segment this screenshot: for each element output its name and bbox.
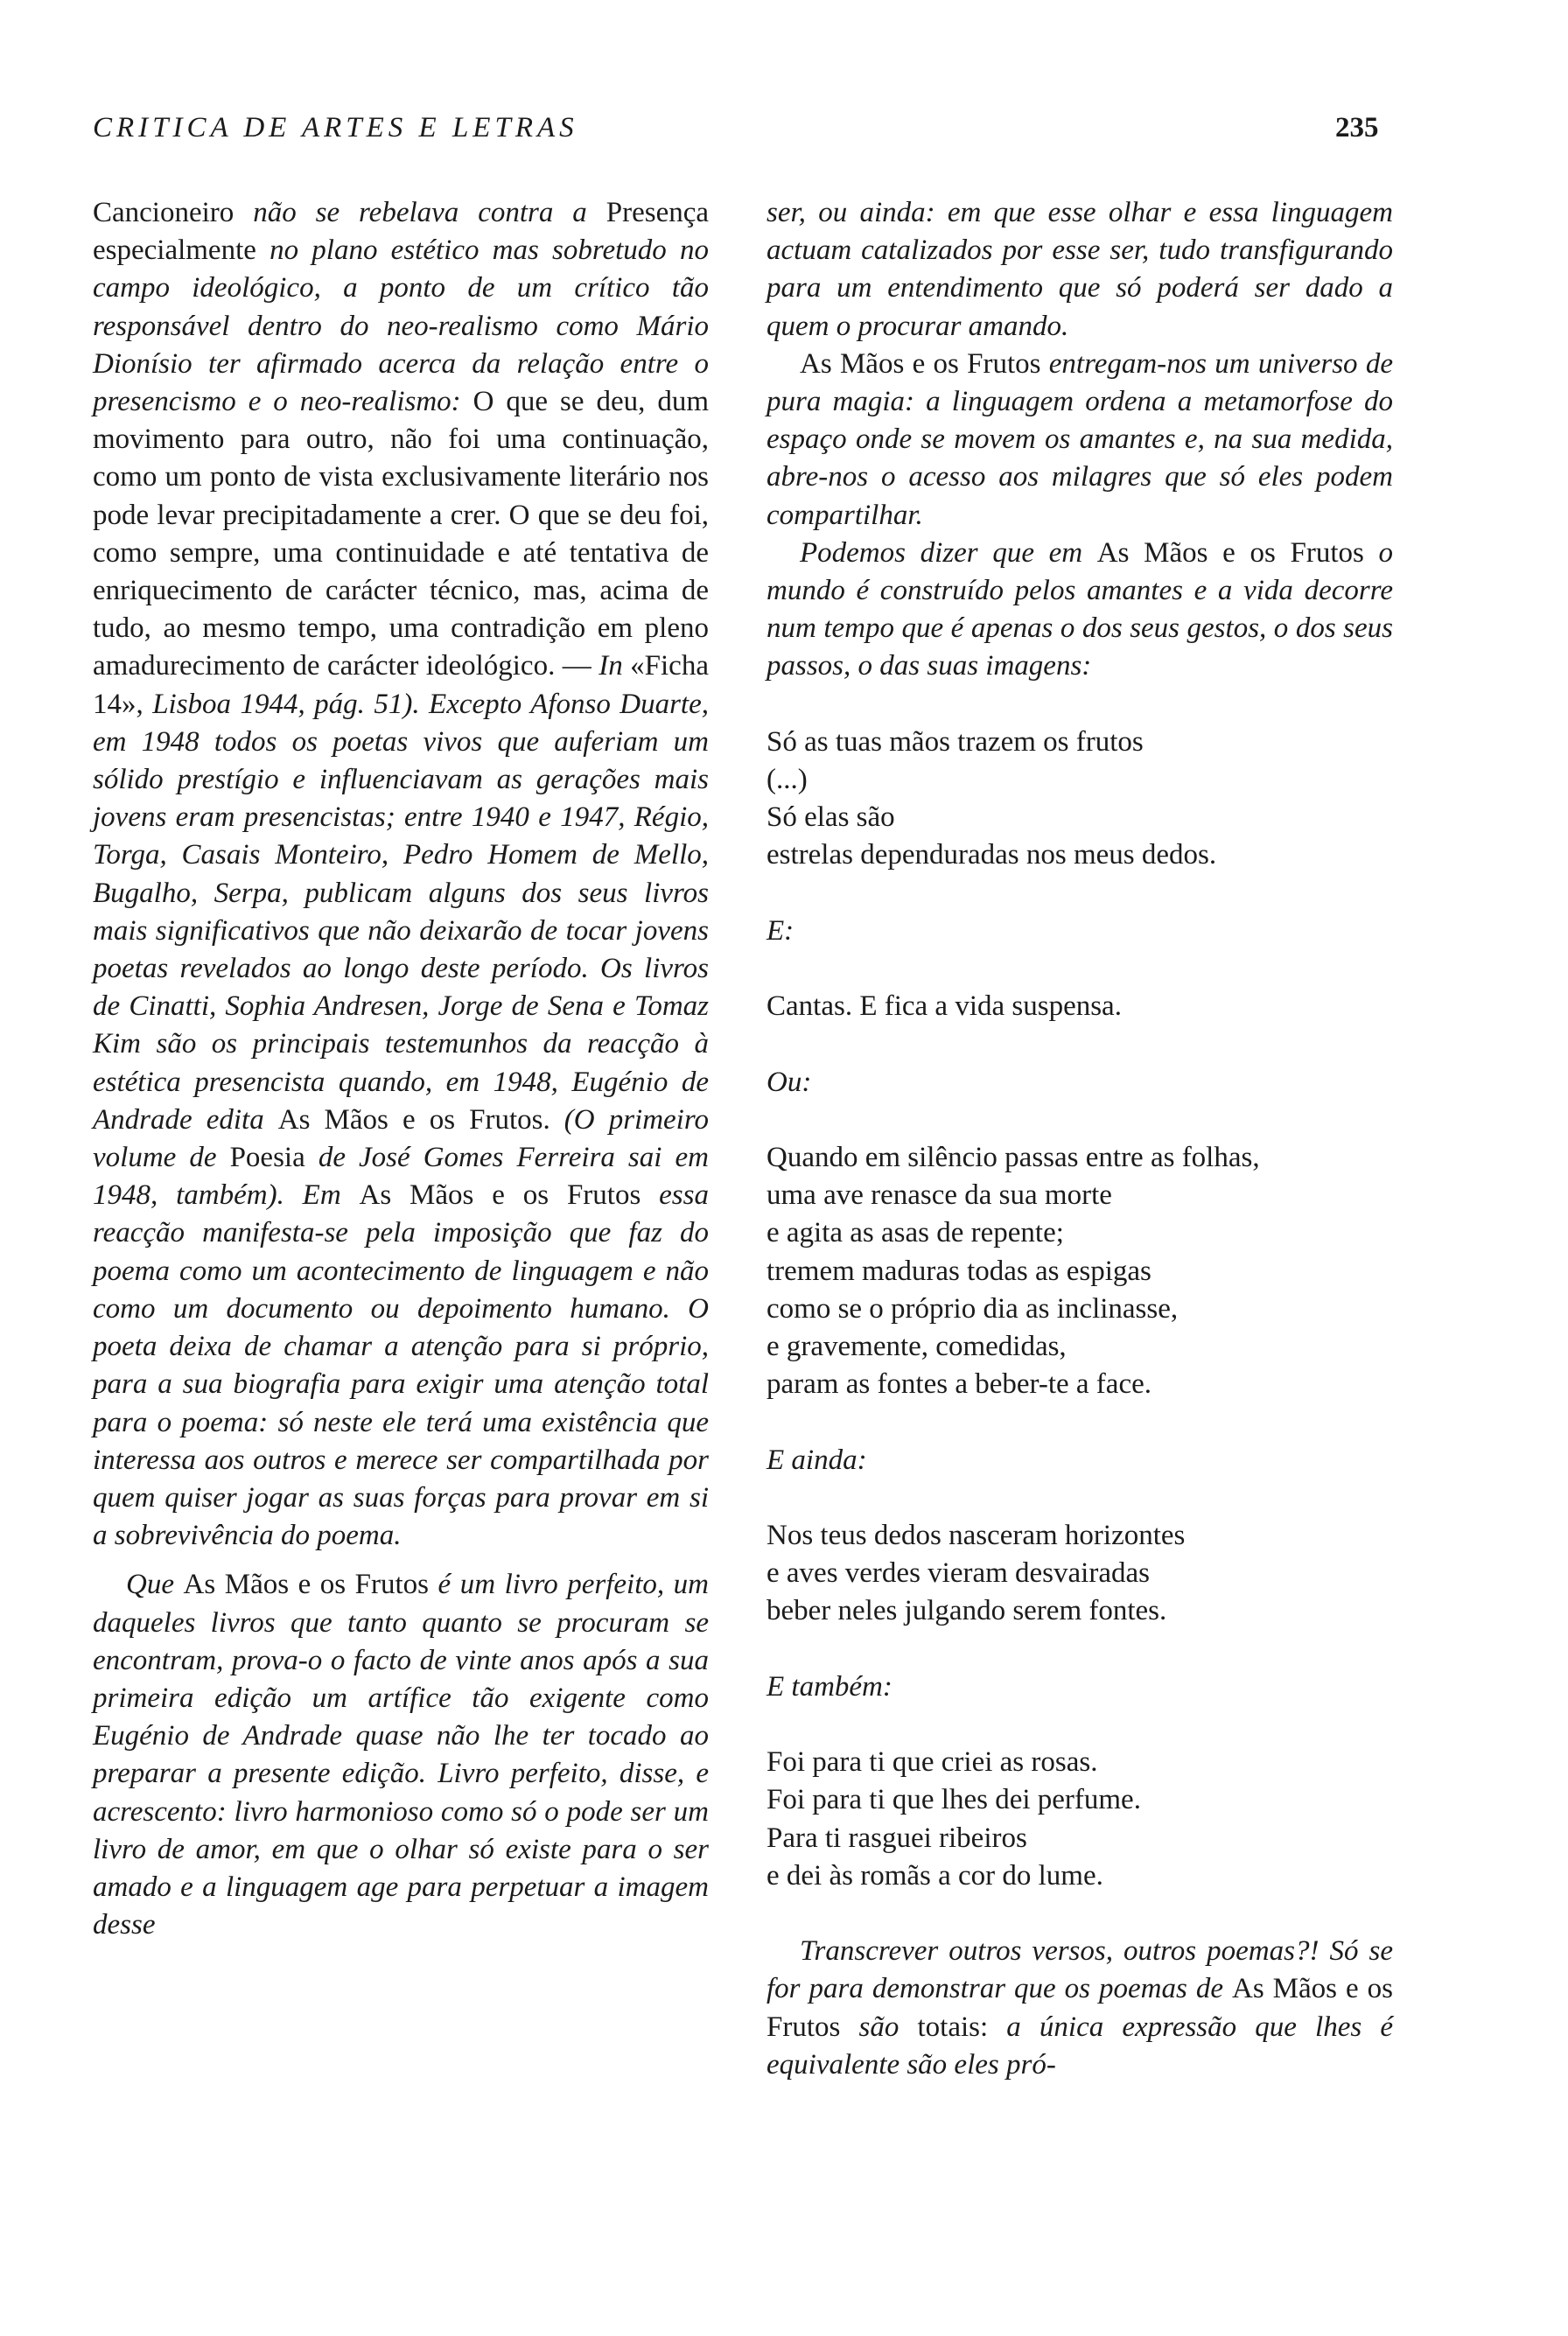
roman-run: Presença especialmente (93, 197, 710, 267)
left-column (93, 194, 709, 1944)
verse-intro-ou: Ou: (766, 1066, 812, 1098)
verse-line: e gravemente, comedidas, (766, 1331, 1067, 1363)
italic-run: são (858, 2011, 918, 2043)
italic-run: essa reacção manifesta-se pela imposição que faz do poema como um acontecimento de linguagem e não como um documento ou depoimento humano. O poeta deixa de chamar a atenção para si próprio, para a sua biografia para exigir uma atenção total para o poema: só neste ele terá uma existência que interessa aos outros e merece ser compartilhada por quem quiser jogar as suas forças para provar em si a sobrevivência do poema. (93, 1179, 709, 1552)
roman-run: As Mãos e os Frutos (183, 1569, 438, 1601)
italic-run: é um livro perfeito, um daqueles livros que tanto quanto se procuram se encontram, prova-o o facto de vinte anos após a sua primeira edição um artífice tão exigente como Eugénio de Andrade quase não lhe ter tocado ao preparar a presente edição. Livro perfeito, disse, e acrescento: livro harmonioso como só o pode ser um livro de amor, em que o olhar só existe para o ser amado e a linguagem age para perpetuar a imagem desse (93, 1569, 709, 1941)
italic-run: Podemos dizer que em (800, 536, 1097, 569)
roman-run: Cancioneiro (93, 197, 254, 228)
italic-run: não se rebelava contra a (253, 197, 606, 228)
verse-line: uma ave renasce da sua morte (766, 1179, 1112, 1212)
italic-run: Lisboa 1944, pág. 51). Excepto Afonso Duarte, em 1948 todos os poetas vivos que auferiam um sólido prestígio e influenciavam as gerações mais jovens eram presencistas; entre 1940 e 1947, Régio, Torga, Casais Monteiro, Pedro Homem de Mello, Bugalho, Serpa, publicam alguns dos seus livros mais significativos que não deixarão de tocar jovens poetas revelados ao longo deste período. Os livros de Cinatti, Sophia Andresen, Jorge de Sena e Tomaz Kim são os principais testemunhos da reacção à estética presencista quando, em 1948, Eugénio de Andrade edita (93, 688, 709, 1136)
paragraph-mundo (766, 535, 1393, 686)
verse-line: tremem maduras todas as espigas (766, 1255, 1152, 1287)
verse-line: Só as tuas mãos trazem os frutos (766, 725, 1144, 758)
verse-block-4 (766, 1517, 1393, 1631)
verse-line: Foi para ti que criei as rosas. (766, 1746, 1098, 1779)
verse-line: como se o próprio dia as inclinasse, (766, 1292, 1179, 1325)
italic-run: entregam-nos um universo de pura magia: a linguagem ordena a metamorfose do espaço onde se movem os amantes e, na sua medida, abre-nos o acesso aos milagres que só eles podem compartilhar. (766, 347, 1393, 531)
verse-block-5 (766, 1744, 1393, 1895)
roman-run: As Mãos e os Frutos (1096, 536, 1379, 569)
verse-line: (...) (766, 764, 808, 796)
verse-line: estrelas dependuradas nos meus dedos. (766, 839, 1217, 871)
paragraph-1 (93, 194, 709, 1555)
verse-line: e aves verdes vieram desvairadas (766, 1557, 1150, 1590)
verse-block-3 (766, 1139, 1393, 1403)
roman-run: totais: (917, 2011, 1007, 2043)
right-column (766, 194, 1393, 2084)
roman-run: O que se deu, dum movimento para outro, não foi uma continuação, como um ponto de vista exclusivamente literário nos pode levar precipitadamente a crer. O que se deu foi, como sempre, uma continuidade e até tentativa de enriquecimento de carácter técnico, mas, acima de tudo, ao mesmo tempo, uma contradição em pleno amadurecimento de carácter ideológico. — (93, 386, 709, 682)
verse-line: e dei às romãs a cor do lume. (766, 1859, 1103, 1892)
roman-run: As Mãos e os Frutos (800, 347, 1049, 380)
italic-run: o mundo é construído pelos amantes e a vida decorre num tempo que é apenas o dos seus gestos, o dos seus passos, o das suas imagens: (766, 536, 1393, 682)
verse-line: beber neles julgando serem fontes. (766, 1595, 1167, 1627)
roman-run: As Mãos e os Frutos (359, 1179, 660, 1212)
verse-line: Só elas são (766, 801, 895, 834)
running-title: CRITICA DE ARTES E LETRAS (93, 112, 578, 143)
verse-line: Foi para ti que lhes dei perfume. (766, 1784, 1141, 1816)
verse-line: e agita as asas de repente; (766, 1217, 1064, 1249)
verse-block-1 (766, 724, 1393, 875)
italic-run: Que (126, 1569, 184, 1601)
paragraph-universo (766, 346, 1393, 535)
verse-line: Nos teus dedos nasceram horizontes (766, 1520, 1186, 1551)
verse-line: param as fontes a beber-te a face. (766, 1368, 1152, 1401)
paragraph-2 (93, 1566, 709, 1944)
italic-run: Transcrever outros versos, outros poemas?! Só se for para demonstrar que os poemas de (766, 1935, 1393, 2005)
italic-run: no plano estético mas sobretudo no campo ideológico, a ponto de um crítico tão responsável dentro do neo-realismo como Mário Dionísio ter afirmado acerca da relação entre o presencismo e o neo-realismo: (93, 234, 710, 418)
roman-run: Poesia (229, 1142, 318, 1174)
italic-run: In (598, 650, 631, 682)
roman-run: As Mãos e os Frutos. (277, 1103, 564, 1136)
verse-intro-tambem: E também: (766, 1670, 892, 1703)
paragraph-transcrever (766, 1933, 1393, 2084)
verse-intro-e: E: (766, 914, 794, 947)
verse-intro-ainda: E ainda: (766, 1444, 867, 1476)
page-number: 235 (1335, 112, 1379, 143)
verse-line: Cantas. E fica a vida suspensa. (766, 990, 1122, 1023)
paragraph-continued (766, 194, 1393, 346)
verse-block-2 (766, 988, 1393, 1025)
roman-run: «Ficha 14», (93, 650, 709, 720)
roman-run: As Mãos e os Frutos (766, 1973, 1393, 2043)
verse-line: Para ti rasguei ribeiros (766, 1822, 1027, 1854)
italic-run: (O primeiro volume de (93, 1103, 709, 1174)
italic-run: de José Gomes Ferreira sai em 1948, também). Em (93, 1142, 709, 1212)
italic-run: a única expressão que lhes é equivalente são eles pró- (766, 2011, 1394, 2081)
italic-run: ser, ou ainda: em que esse olhar e essa linguagem actuam catalizados por esse ser, tudo transfigurando para um entendimento que só poderá ser dado a quem o procurar amando. (766, 197, 1393, 342)
verse-line: Quando em silêncio passas entre as folhas, (766, 1142, 1260, 1173)
